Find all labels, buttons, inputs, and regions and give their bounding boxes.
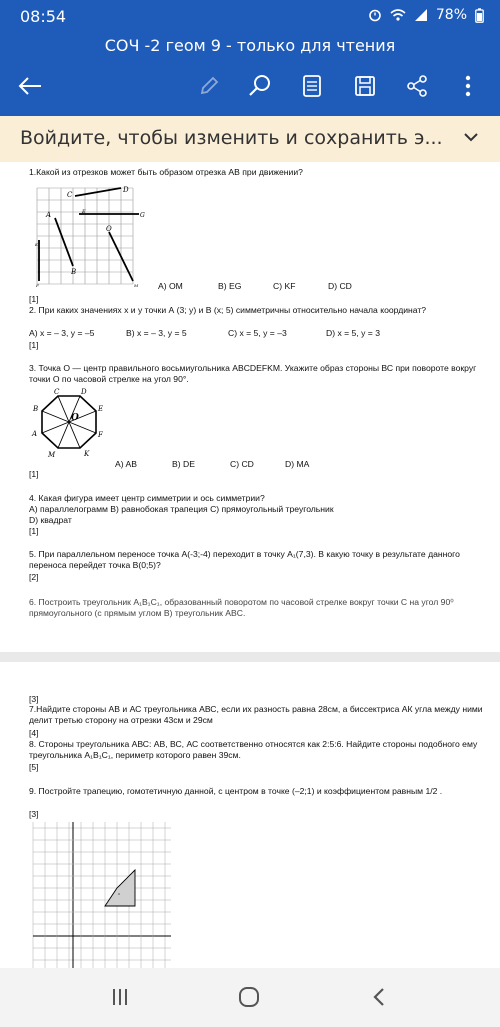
question-8-text: 8. Стороны треугольника АВС: АВ, ВС, АС соответственно относятся как 2:5:6. Найдите стороны подобного ему треугольника A₁B₁C₁, периметр которого равен 39см. [29, 739, 478, 760]
q2-option-b: B) x = – 3, y = 5 [126, 328, 187, 338]
status-icons [368, 7, 484, 23]
question-2-text: 2. При каких значениях x и у точки А (3; у) и В (x; 5) симметричны относительно начала координат? [29, 305, 427, 315]
share-button[interactable] [401, 70, 433, 102]
status-bar [0, 0, 500, 32]
document-title: СОЧ -2 геом 9 - только для чтения [104, 36, 396, 55]
back-button[interactable] [14, 70, 46, 102]
question-4-options-line: A) параллелограмм B) равнобокая трапеция C) прямоугольный треугольник [29, 504, 334, 514]
grid-label-e: E [82, 209, 86, 215]
grid-label-d: D [123, 186, 129, 194]
save-button[interactable] [349, 70, 381, 102]
question-1-text: 1.Какой из отрезков может быть образом отрезка АВ при движении? [29, 167, 303, 177]
question-1-grid-figure [33, 184, 151, 288]
octagon-label-o: O [71, 413, 79, 423]
question-7-text: 7.Найдите стороны АВ и АС треугольника АВС, если их разность равна 28см, а биссектриса АК угла между ними делит третью сторону на отрезки 43см и 29см [29, 704, 483, 725]
q3-option-b: B) DE [172, 459, 195, 469]
q4-points: [1] [29, 526, 39, 536]
more-vertical-icon [465, 75, 471, 97]
chevron-down-icon[interactable] [462, 128, 480, 146]
question-3-octagon-figure [30, 388, 116, 468]
document-page-1 [0, 162, 500, 652]
octagon-label-c: C [54, 388, 60, 396]
q2-option-a: A) x = – 3, y = –5 [29, 328, 95, 338]
edit-button[interactable] [193, 70, 225, 102]
q6-points: [3] [29, 694, 39, 704]
grid-label-m: M [134, 283, 139, 288]
search-button[interactable] [244, 70, 276, 102]
q1-option-a: A) OM [158, 281, 183, 291]
octagon-label-e: E [98, 405, 104, 413]
q2-option-c: C) x = 5, y = –3 [228, 328, 287, 338]
grid-label-b: B [71, 268, 77, 276]
home-icon [238, 986, 260, 1008]
question-4-option-d: D) квадрат [29, 515, 72, 525]
q1-option-d: D) CD [328, 281, 352, 291]
q2-points: [1] [29, 340, 39, 350]
question-5-text: 5. При параллельном переносе точка А(-3;-4) переходит в точку А₁(7,3). В какую точку в результате данного переноса перейдет точка В(0;5)? [29, 549, 460, 570]
q8-points: [5] [29, 762, 39, 772]
q2-option-d: D) x = 5, y = 3 [326, 328, 380, 338]
grid-label-g: G [140, 212, 145, 219]
grid-label-c: C [67, 191, 73, 199]
q3-option-a: A) AB [115, 459, 137, 469]
octagon-label-d: D [81, 388, 87, 396]
share-icon [406, 75, 428, 97]
octagon-label-f: F [98, 431, 103, 439]
question-6-text: 6. Построить треугольник A₁B₁C₁, образованный поворотом по часовой стрелке вокруг точки С на угол 90⁰ прямоугольного (с прямым углом В) треугольник ABC. [29, 597, 454, 618]
alarm-icon [368, 8, 382, 22]
octagon-label-m: M [48, 451, 56, 459]
search-icon [248, 74, 272, 98]
question-4-text: 4. Какая фигура имеет центр симметрии и ось симметрии? [29, 493, 265, 503]
q3-points: [1] [29, 469, 39, 479]
signal-icon [414, 8, 428, 22]
q1-option-b: B) EG [218, 281, 242, 291]
recent-apps-button[interactable] [100, 982, 140, 1012]
grid-label-f: F [36, 283, 39, 288]
grid-label-k: K [35, 242, 38, 247]
octagon-label-k: K [84, 450, 90, 458]
question-9-text: 9. Постройте трапецию, гомотетичную данной, с центром в точке (–2;1) и коэффициентом равным 1/2 . [29, 786, 443, 796]
q3-option-d: D) MA [285, 459, 310, 469]
grid-label-a: A [46, 211, 52, 219]
save-icon [354, 75, 376, 97]
reading-view-button[interactable] [296, 70, 328, 102]
question-3-text: 3. Точка О — центр правильного восьмиугольника ABCDEFKM. Укажите образ стороны ВС при повороте вокруг точки О по часовой стрелке на угол 90°. [29, 363, 477, 384]
octagon-label-b: B [33, 405, 39, 413]
chevron-left-icon [372, 987, 386, 1007]
pencil-icon [198, 75, 220, 97]
grid-label-o: O [106, 225, 112, 233]
q3-option-c: C) CD [230, 459, 254, 469]
banner-text: Войдите, чтобы изменить и сохранить э... [20, 127, 443, 149]
q9-points: [3] [29, 809, 39, 819]
sign-in-banner[interactable] [0, 116, 500, 162]
q5-points: [2] [29, 572, 39, 582]
app-bar [0, 32, 500, 116]
back-navigation-button[interactable] [359, 982, 399, 1012]
q1-option-c: C) KF [273, 281, 296, 291]
battery-icon [475, 8, 484, 23]
q1-points: [1] [29, 294, 39, 304]
more-options-button[interactable] [452, 70, 484, 102]
arrow-left-icon [17, 76, 43, 96]
recent-apps-icon [110, 987, 130, 1007]
document-page-2 [0, 662, 500, 968]
wifi-icon [390, 8, 406, 22]
question-9-coordinate-grid [31, 820, 173, 968]
q7-points: [4] [29, 728, 39, 738]
document-view-icon [302, 74, 322, 98]
android-navigation-bar [0, 968, 500, 1027]
status-time: 08:54 [20, 7, 67, 26]
home-button[interactable] [229, 982, 269, 1012]
battery-percent: 78% [435, 7, 467, 23]
octagon-label-a: A [32, 430, 38, 438]
